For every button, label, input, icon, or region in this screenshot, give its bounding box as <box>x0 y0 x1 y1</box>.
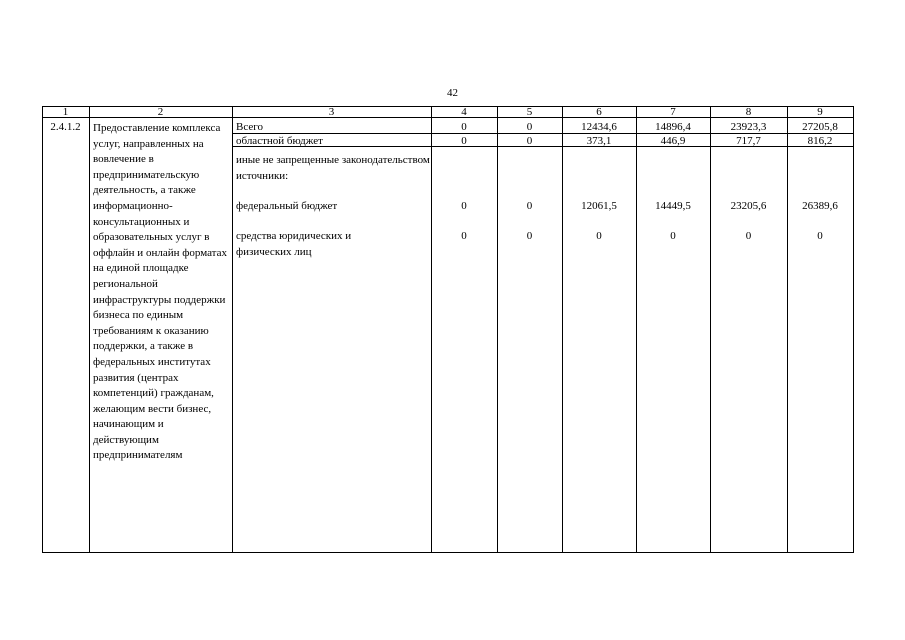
table-cell: 0 <box>526 135 533 147</box>
col-line-9 <box>853 106 854 553</box>
col-line-6 <box>636 106 637 553</box>
row-code: 2.4.1.2 <box>50 121 81 133</box>
table-cell: 14896,4 <box>655 121 691 133</box>
table-cell: 0 <box>461 200 467 212</box>
table-cell: 27205,8 <box>802 121 838 133</box>
col-line-5 <box>562 106 563 553</box>
table-cell: 446,9 <box>660 135 686 147</box>
table-cell: 0 <box>670 230 676 242</box>
table-cell: 23923,3 <box>730 121 767 133</box>
table-cell: 0 <box>817 230 823 242</box>
table-border-bottom <box>42 552 854 553</box>
page-number: 42 <box>447 87 458 99</box>
table-cell: 0 <box>461 135 467 147</box>
table-cell: 0 <box>526 230 533 242</box>
table-cell: 0 <box>526 200 533 212</box>
table-cell: 0 <box>596 230 602 242</box>
table-cell: 12061,5 <box>581 200 617 212</box>
budget-table <box>42 106 854 553</box>
header-cell-3: 3 <box>328 106 335 118</box>
table-cell: 0 <box>745 230 752 242</box>
source-federal-budget: федеральный бюджет <box>236 200 338 212</box>
header-cell-4: 4 <box>461 106 467 118</box>
table-cell: 816,2 <box>807 135 833 147</box>
table-cell: 12434,6 <box>581 121 617 133</box>
table-cell: 14449,5 <box>655 200 691 212</box>
table-cell: 26389,6 <box>802 200 838 212</box>
table-cell: 717,7 <box>736 135 761 147</box>
header-cell-9: 9 <box>817 106 823 118</box>
header-cell-2: 2 <box>157 106 164 118</box>
col-line-3 <box>431 106 432 553</box>
header-cell-8: 8 <box>745 106 752 118</box>
table-cell: 0 <box>461 121 467 133</box>
header-cell-7: 7 <box>670 106 676 118</box>
table-cell: 373,1 <box>586 135 612 147</box>
col-line-0 <box>42 106 43 553</box>
row-description: Предоставление комплекса услуг, направленных на вовлечение в предпринимательскую деятельность, а также информационно-консультационных и образовательных услуг в оффлайн и онлайн форматах на единой площадке региональной инфраструктуры поддержки бизнеса по единым требованиям к оказанию поддержки, а также в федеральных институтах развития (центрах компетенций) гражданам, желающим вести бизнес, начинающим и действующим предпринимателям <box>93 122 227 462</box>
source-total: Всего <box>236 121 263 133</box>
source-legal-and-individuals: средства юридических и физических лиц <box>236 230 352 258</box>
header-cell-5: 5 <box>526 106 533 118</box>
header-cell-1: 1 <box>62 106 69 118</box>
col-line-8 <box>787 106 788 553</box>
table-cell: 23205,6 <box>730 200 767 212</box>
col-line-4 <box>497 106 498 553</box>
header-cell-6: 6 <box>596 106 602 118</box>
source-regional-budget: областной бюджет <box>236 135 323 147</box>
col-line-7 <box>710 106 711 553</box>
table-cell: 0 <box>461 230 467 242</box>
source-other: иные не запрещенные законодательством источники: <box>236 154 430 182</box>
table-cell: 0 <box>526 121 533 133</box>
